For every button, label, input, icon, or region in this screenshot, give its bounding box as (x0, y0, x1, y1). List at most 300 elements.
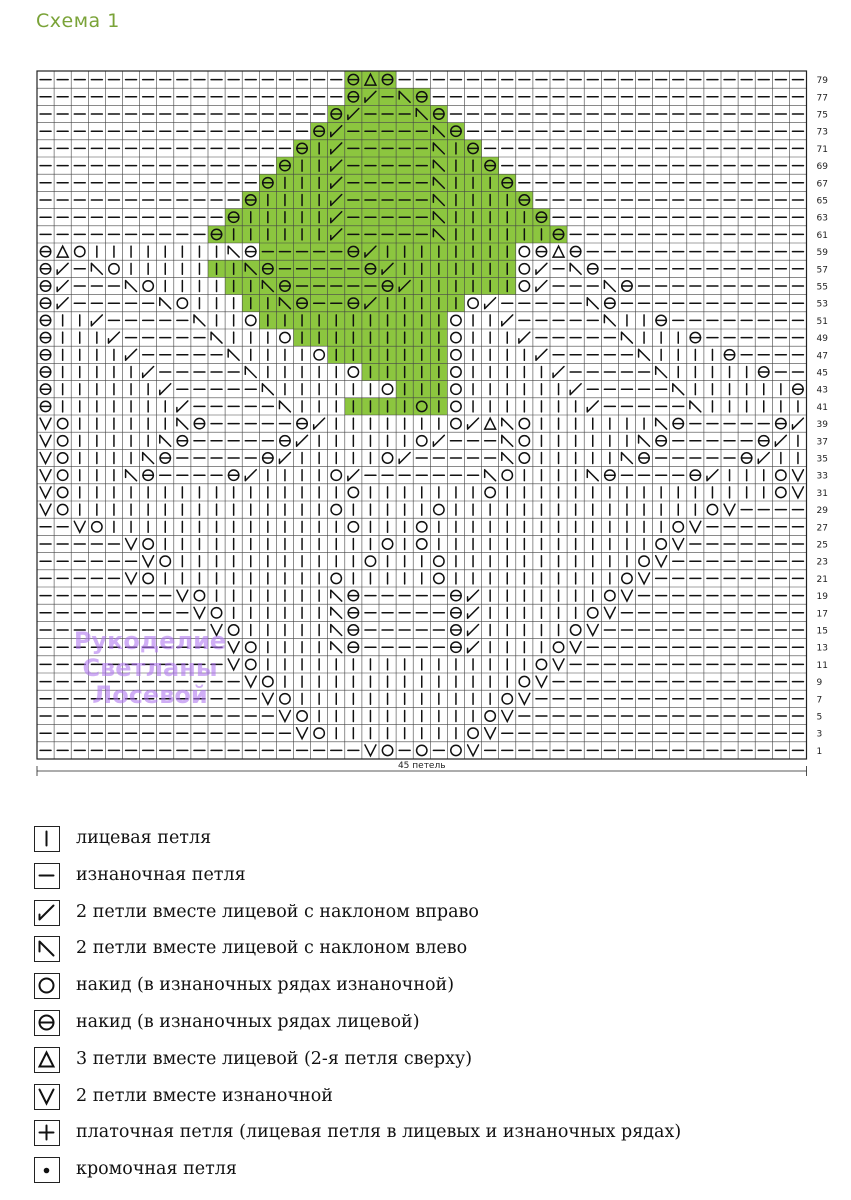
row-number: 73 (816, 127, 828, 138)
k2tog-right-symbol (792, 418, 803, 429)
legend-label: лицевая петля (76, 828, 212, 848)
k2tog-left-symbol (331, 607, 342, 618)
row-number: 51 (816, 316, 828, 327)
row-number: 13 (816, 643, 828, 654)
triangle-icon (34, 1047, 60, 1073)
yarn-over-symbol (536, 659, 546, 669)
k2tog-left-symbol (639, 435, 650, 446)
yarn-over-symbol (314, 350, 324, 360)
k2tog-left-symbol (673, 384, 684, 395)
yarn-over-knit-symbol (143, 470, 153, 480)
yarn-over-symbol (656, 539, 666, 549)
yarn-over-knit-symbol (605, 298, 615, 308)
circle-bar-icon (34, 1010, 60, 1036)
yarn-over-symbol (143, 539, 153, 549)
yarn-over-knit-symbol (194, 418, 204, 428)
k2tog-left-symbol (91, 263, 102, 274)
yarn-over-symbol (109, 264, 119, 274)
yarn-over-symbol (451, 367, 461, 377)
row-number: 27 (816, 523, 828, 534)
p2tog-symbol (40, 470, 51, 481)
k2tog-right-symbol (468, 607, 479, 618)
yarn-over-knit-symbol (40, 315, 50, 325)
k2tog-right-symbol (57, 298, 68, 309)
watermark-line: Рукоделие (73, 627, 227, 655)
yarn-over-knit-symbol (656, 436, 666, 446)
legend-item (34, 863, 814, 893)
slash-right-icon (34, 900, 60, 926)
p2tog-symbol (74, 521, 85, 532)
yarn-over-symbol (417, 745, 427, 755)
legend-label: накид (в изнаночных рядах лицевой) (76, 1012, 420, 1032)
yarn-over-knit-symbol (40, 281, 50, 291)
yarn-over-symbol (348, 487, 358, 497)
k2tog-right-symbol (108, 332, 119, 343)
row-number: 47 (816, 351, 828, 362)
k2tog-left-symbol (604, 315, 615, 326)
row-number: 55 (816, 282, 828, 293)
yarn-over-symbol (519, 264, 529, 274)
yarn-over-knit-symbol (793, 384, 803, 394)
k2tog-left-symbol (604, 281, 615, 292)
k2tog-right-symbol (57, 281, 68, 292)
k2tog-right-symbol (707, 470, 718, 481)
p2tog-symbol (126, 573, 137, 584)
yarn-over-knit-symbol (451, 590, 461, 600)
row-number: 63 (816, 213, 828, 224)
yarn-over-symbol (57, 453, 67, 463)
yarn-over-symbol (776, 487, 786, 497)
yarn-over-symbol (365, 556, 375, 566)
row-number: 41 (816, 402, 828, 413)
k2tog-left-symbol (502, 453, 513, 464)
yarn-over-knit-symbol (451, 625, 461, 635)
k2tog-left-symbol (485, 470, 496, 481)
watermark-line: Светланы (82, 654, 218, 682)
yarn-over-symbol (263, 676, 273, 686)
k2tog-right-symbol (279, 453, 290, 464)
yarn-over-knit-symbol (759, 367, 769, 377)
p2tog-symbol (468, 745, 479, 756)
k2tog-left-symbol (331, 590, 342, 601)
yarn-over-knit-symbol (40, 264, 50, 274)
row-number: 67 (816, 179, 828, 190)
yarn-over-symbol (280, 694, 290, 704)
yarn-over-symbol (314, 728, 324, 738)
yarn-over-symbol (143, 573, 153, 583)
k2tog-left-symbol (621, 332, 632, 343)
yarn-over-knit-symbol (690, 332, 700, 342)
legend-item (34, 900, 814, 930)
yarn-over-symbol (331, 470, 341, 480)
k2tog-left-symbol (160, 435, 171, 446)
yarn-over-symbol (331, 504, 341, 514)
yarn-over-knit-symbol (451, 642, 461, 652)
k2tog-right-symbol (57, 263, 68, 274)
yarn-over-symbol (382, 539, 392, 549)
p2tog-symbol (194, 607, 205, 618)
yarn-over-symbol (75, 246, 85, 256)
yarn-over-symbol (382, 384, 392, 394)
k2tog-left-symbol (160, 298, 171, 309)
k2tog-right-symbol (245, 470, 256, 481)
yarn-over-symbol (451, 745, 461, 755)
yarn-over-symbol (451, 384, 461, 394)
yarn-over-symbol (57, 504, 67, 514)
yarn-over-symbol (553, 642, 563, 652)
row-numbers (817, 76, 829, 757)
chart-title: Схема 1 (36, 10, 120, 32)
legend-label: 2 петли вместе лицевой с наклоном вправо (76, 901, 479, 922)
k2tog-right-symbol (536, 281, 547, 292)
k2tog-left-symbol (587, 470, 598, 481)
yarn-over-knit-symbol (160, 453, 170, 463)
yarn-over-knit-symbol (40, 350, 50, 360)
k3tog-symbol (485, 418, 496, 429)
k2tog-left-symbol (143, 453, 154, 464)
k2tog-right-symbol (433, 435, 444, 446)
yarn-over-knit-symbol (741, 453, 751, 463)
k2tog-left-symbol (656, 418, 667, 429)
row-number: 31 (816, 488, 828, 499)
row-number: 57 (816, 265, 828, 276)
k2tog-left-symbol (331, 642, 342, 653)
yarn-over-knit-symbol (622, 281, 632, 291)
yarn-over-symbol (519, 436, 529, 446)
row-number: 33 (816, 471, 828, 482)
k2tog-right-symbol (502, 315, 513, 326)
watermark (40, 628, 260, 709)
yarn-over-symbol (468, 298, 478, 308)
row-number: 45 (816, 368, 828, 379)
legend-label: 2 петли вместе изнаночной (76, 1085, 333, 1106)
p2tog-symbol (40, 435, 51, 446)
p2tog-symbol (502, 711, 513, 722)
yarn-over-knit-symbol (605, 470, 615, 480)
dot-icon (34, 1157, 60, 1183)
k2tog-left-symbol (194, 315, 205, 326)
k3tog-symbol (57, 246, 68, 257)
row-number: 3 (816, 729, 823, 740)
yarn-over-symbol (451, 315, 461, 325)
yarn-over-symbol (639, 556, 649, 566)
k2tog-right-symbol (177, 401, 188, 412)
k2tog-left-symbol (656, 367, 667, 378)
yarn-over-symbol (519, 281, 529, 291)
yarn-over-symbol (434, 573, 444, 583)
yarn-over-symbol (57, 418, 67, 428)
yarn-over-knit-symbol (228, 470, 238, 480)
row-number: 71 (816, 144, 828, 155)
row-number: 23 (816, 557, 828, 568)
yarn-over-symbol (297, 711, 307, 721)
slash-left-icon (34, 936, 60, 962)
yarn-over-symbol (331, 573, 341, 583)
k2tog-right-symbol (160, 384, 171, 395)
k2tog-left-symbol (279, 401, 290, 412)
row-number: 43 (816, 385, 828, 396)
k2tog-left-symbol (126, 281, 137, 292)
yarn-over-symbol (280, 332, 290, 342)
k3tog-symbol (553, 246, 564, 257)
yarn-over-symbol (519, 246, 529, 256)
k2tog-right-symbol (587, 401, 598, 412)
k2tog-left-symbol (177, 418, 188, 429)
yarn-over-symbol (519, 418, 529, 428)
yarn-over-symbol (622, 573, 632, 583)
yarn-over-symbol (57, 436, 67, 446)
p2tog-symbol (297, 728, 308, 739)
yarn-over-knit-symbol (348, 625, 358, 635)
p2tog-symbol (536, 676, 547, 687)
yarn-over-symbol (57, 487, 67, 497)
yarn-over-knit-symbol (588, 264, 598, 274)
legend-item (34, 826, 814, 856)
yarn-over-knit-symbol (724, 350, 734, 360)
row-number: 65 (816, 196, 828, 207)
p2tog-symbol (553, 659, 564, 670)
yarn-over-symbol (417, 539, 427, 549)
legend-label: платочная петля (лицевая петля в лицевых и изнаночных рядах) (76, 1122, 682, 1143)
row-number: 11 (816, 660, 828, 671)
yarn-over-knit-symbol (673, 418, 683, 428)
p2tog-symbol (485, 728, 496, 739)
p2tog-symbol (690, 521, 701, 532)
legend-item (34, 936, 814, 966)
plus-icon (34, 1120, 60, 1146)
row-number: 39 (816, 420, 828, 431)
yarn-over-symbol (348, 522, 358, 532)
p2tog-symbol (639, 573, 650, 584)
circle-icon (34, 973, 60, 999)
yarn-over-symbol (776, 470, 786, 480)
yarn-over-symbol (485, 711, 495, 721)
k2tog-right-symbol (758, 453, 769, 464)
k2tog-left-symbol (621, 453, 632, 464)
k2tog-left-symbol (228, 349, 239, 360)
k2tog-right-symbol (536, 263, 547, 274)
yarn-over-knit-symbol (759, 436, 769, 446)
k2tog-right-symbol (399, 453, 410, 464)
k2tog-left-symbol (639, 349, 650, 360)
yarn-over-symbol (451, 401, 461, 411)
k2tog-left-symbol (570, 263, 581, 274)
yarn-over-symbol (588, 608, 598, 618)
yarn-over-symbol (57, 470, 67, 480)
yarn-over-knit-symbol (246, 246, 256, 256)
k2tog-left-symbol (228, 246, 239, 257)
row-number: 75 (816, 110, 828, 121)
k2tog-left-symbol (211, 332, 222, 343)
yarn-over-knit-symbol (263, 453, 273, 463)
k2tog-left-symbol (587, 298, 598, 309)
watermark-line: Лосевой (92, 681, 208, 709)
k2tog-left-symbol (331, 625, 342, 636)
yarn-over-knit-symbol (40, 332, 50, 342)
row-number: 9 (816, 678, 823, 689)
p2tog-symbol (792, 470, 803, 481)
yarn-over-knit-symbol (177, 436, 187, 446)
row-number: 77 (816, 93, 828, 104)
yarn-over-symbol (348, 367, 358, 377)
p2tog-symbol (143, 556, 154, 567)
p2tog-symbol (177, 590, 188, 601)
k2tog-right-symbol (570, 384, 581, 395)
legend-label: накид (в изнаночных рядах изнаночной) (76, 975, 455, 996)
yarn-over-symbol (382, 745, 392, 755)
yarn-over-symbol (570, 625, 580, 635)
yarn-over-knit-symbol (536, 246, 546, 256)
stitch-count-label: 45 петель (397, 761, 446, 771)
row-number: 49 (816, 334, 828, 345)
k2tog-right-symbol (143, 367, 154, 378)
yarn-over-symbol (707, 504, 717, 514)
yarn-over-knit-symbol (639, 453, 649, 463)
legend-item (34, 1010, 814, 1040)
yarn-over-symbol (417, 436, 427, 446)
yarn-over-knit-symbol (570, 246, 580, 256)
row-number: 69 (816, 162, 828, 173)
row-number: 5 (816, 712, 823, 723)
yarn-over-knit-symbol (40, 367, 50, 377)
k2tog-right-symbol (468, 418, 479, 429)
row-number: 61 (816, 230, 828, 241)
k2tog-right-symbol (297, 435, 308, 446)
row-number: 15 (816, 626, 828, 637)
p2tog-symbol (40, 504, 51, 515)
row-number: 59 (816, 248, 828, 259)
yarn-over-symbol (194, 590, 204, 600)
yarn-over-knit-symbol (40, 401, 50, 411)
v-icon (34, 1084, 60, 1110)
k2tog-right-symbol (775, 435, 786, 446)
p2tog-symbol (262, 693, 273, 704)
yarn-over-knit-symbol (40, 384, 50, 394)
dash-icon (34, 863, 60, 889)
row-number: 79 (816, 76, 828, 87)
legend-item (34, 1047, 814, 1077)
row-number: 17 (816, 609, 828, 620)
p2tog-symbol (656, 556, 667, 567)
row-number: 19 (816, 592, 828, 603)
p2tog-symbol (519, 693, 530, 704)
p2tog-symbol (126, 539, 137, 550)
yarn-over-symbol (92, 522, 102, 532)
legend-item (34, 1157, 814, 1187)
yarn-over-symbol (211, 608, 221, 618)
p2tog-symbol (673, 539, 684, 550)
row-number: 35 (816, 454, 828, 465)
k2tog-right-symbol (314, 418, 325, 429)
yarn-over-symbol (143, 281, 153, 291)
yarn-over-symbol (177, 298, 187, 308)
p2tog-symbol (279, 711, 290, 722)
yarn-over-symbol (451, 350, 461, 360)
p2tog-symbol (792, 487, 803, 498)
row-number: 37 (816, 437, 828, 448)
yarn-over-symbol (485, 487, 495, 497)
yarn-over-symbol (502, 470, 512, 480)
k2tog-left-symbol (502, 418, 513, 429)
yarn-over-knit-symbol (280, 436, 290, 446)
yarn-over-symbol (468, 728, 478, 738)
p2tog-symbol (365, 745, 376, 756)
legend-label: 3 петли вместе лицевой (2-я петля сверху) (76, 1048, 473, 1069)
p2tog-symbol (40, 487, 51, 498)
p2tog-symbol (621, 590, 632, 601)
k2tog-left-symbol (245, 367, 256, 378)
yarn-over-knit-symbol (776, 418, 786, 428)
yarn-over-symbol (502, 694, 512, 704)
row-number: 1 (816, 746, 823, 757)
yarn-over-knit-symbol (656, 315, 666, 325)
k2tog-right-symbol (519, 332, 530, 343)
yarn-over-knit-symbol (348, 642, 358, 652)
p2tog-symbol (40, 453, 51, 464)
k2tog-right-symbol (348, 470, 359, 481)
vertical-bar-icon (34, 826, 60, 852)
k2tog-left-symbol (262, 384, 273, 395)
row-number: 29 (816, 506, 828, 517)
k2tog-left-symbol (126, 470, 137, 481)
yarn-over-knit-symbol (451, 608, 461, 618)
row-number: 7 (816, 695, 823, 706)
k2tog-right-symbol (553, 367, 564, 378)
yarn-over-symbol (382, 453, 392, 463)
p2tog-symbol (587, 625, 598, 636)
yarn-over-knit-symbol (40, 298, 50, 308)
yarn-over-symbol (605, 590, 615, 600)
k2tog-right-symbol (536, 349, 547, 360)
legend-label: 2 петли вместе лицевой с наклоном влево (76, 938, 468, 959)
k2tog-left-symbol (690, 401, 701, 412)
yarn-over-symbol (434, 504, 444, 514)
p2tog-symbol (570, 642, 581, 653)
row-number: 21 (816, 574, 828, 585)
k2tog-right-symbol (485, 298, 496, 309)
legend-item (34, 973, 814, 1003)
legend-label: кромочная петля (76, 1159, 237, 1180)
k2tog-right-symbol (468, 625, 479, 636)
yarn-over-symbol (451, 418, 461, 428)
yarn-over-symbol (673, 522, 683, 532)
yarn-over-symbol (519, 453, 529, 463)
k2tog-left-symbol (502, 435, 513, 446)
yarn-over-symbol (519, 676, 529, 686)
yarn-over-symbol (434, 556, 444, 566)
yarn-over-knit-symbol (297, 418, 307, 428)
yarn-over-knit-symbol (40, 246, 50, 256)
row-number: 25 (816, 540, 828, 551)
yarn-over-symbol (451, 332, 461, 342)
legend-label: изнаночная петля (76, 864, 246, 885)
yarn-over-symbol (246, 315, 256, 325)
yarn-over-symbol (160, 556, 170, 566)
legend-item (34, 1084, 814, 1114)
p2tog-symbol (604, 607, 615, 618)
k2tog-right-symbol (468, 642, 479, 653)
yarn-over-knit-symbol (690, 470, 700, 480)
yarn-over-knit-symbol (348, 590, 358, 600)
k2tog-right-symbol (468, 590, 479, 601)
p2tog-symbol (724, 504, 735, 515)
yarn-over-symbol (417, 522, 427, 532)
k2tog-right-symbol (126, 349, 137, 360)
p2tog-symbol (40, 418, 51, 429)
legend-item (34, 1120, 814, 1150)
row-number: 53 (816, 299, 828, 310)
yarn-over-knit-symbol (348, 608, 358, 618)
